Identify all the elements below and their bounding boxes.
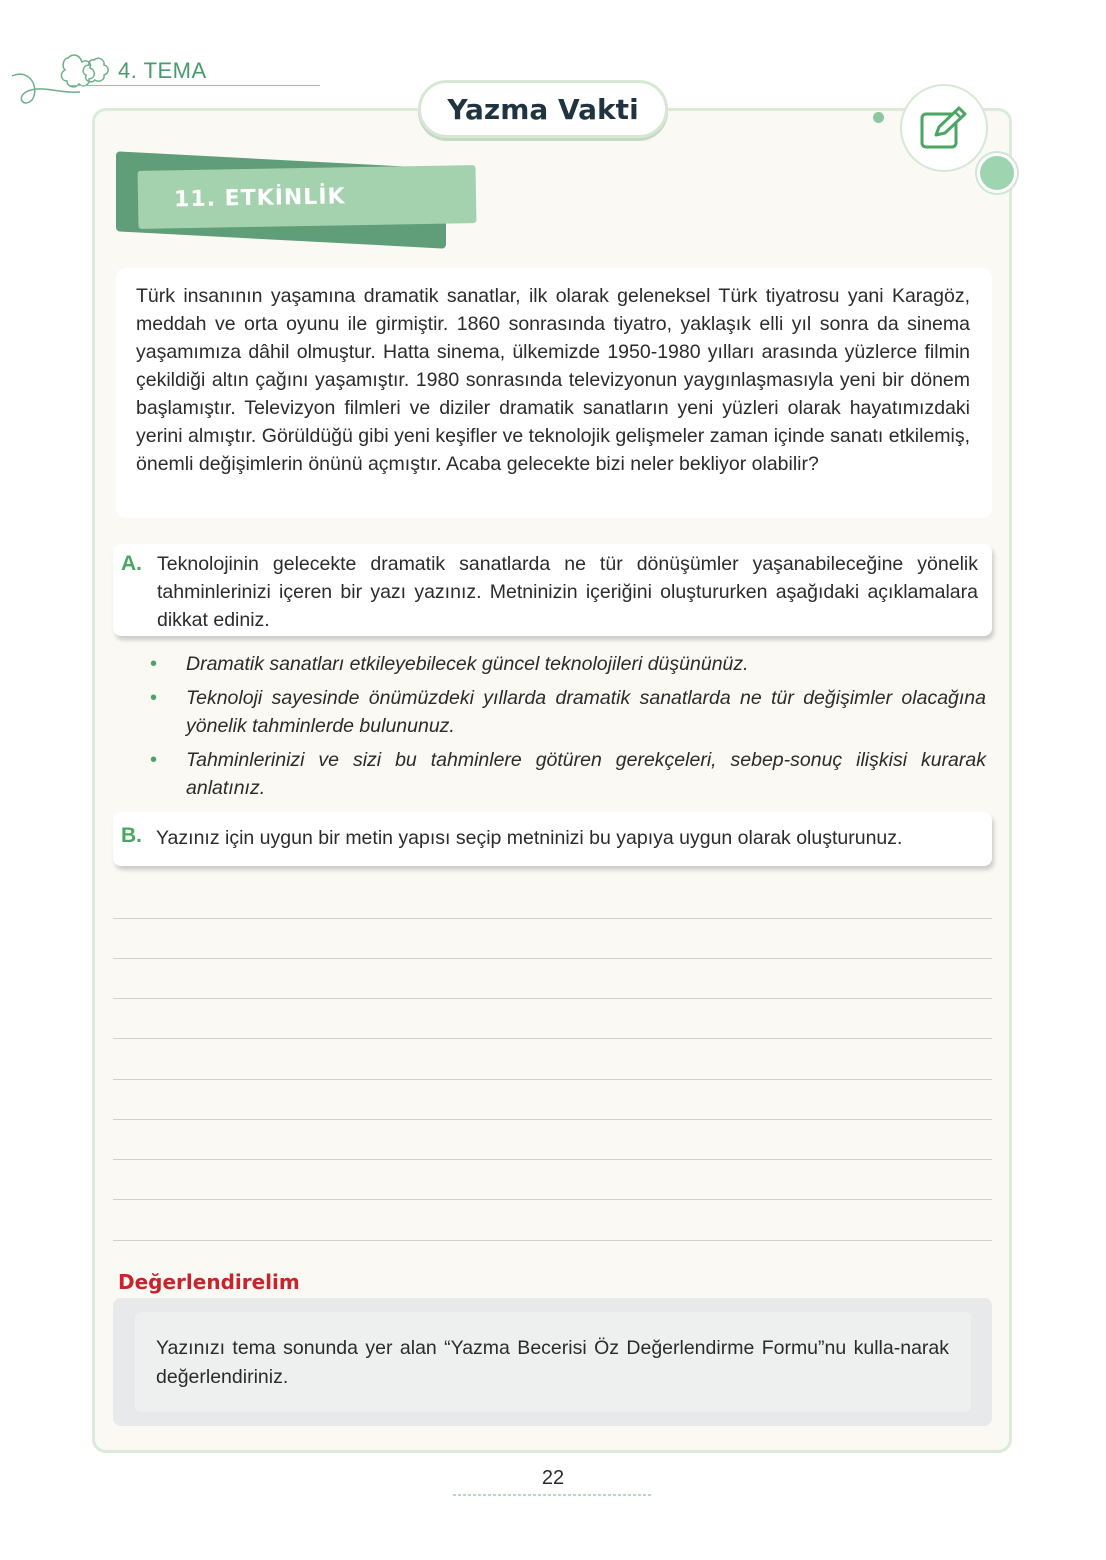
task-a-letter: A.: [121, 552, 142, 575]
writing-line: [113, 958, 992, 959]
evaluation-title: Değerlendirelim: [118, 1270, 300, 1294]
activity-banner: [138, 165, 477, 229]
intro-box: [116, 268, 992, 518]
writing-line: [113, 1159, 992, 1160]
pencil-note-badge: [900, 84, 988, 172]
bullet-icon: •: [150, 687, 158, 709]
bullet-icon: •: [150, 653, 158, 675]
list-item-text: Teknoloji sayesinde önümüzdeki yıllarda dramatik sanatlarda ne tür değişimler olacağına yönelik tahminlerde bulununuz.: [186, 687, 986, 737]
pencil-note-icon: [919, 105, 969, 151]
writing-line: [113, 1079, 992, 1080]
writing-line: [113, 998, 992, 999]
decor-circle: [977, 153, 1017, 193]
evaluation-text: Yazınızı tema sonunda yer alan “Yazma Becerisi Öz Değerlendirme Formu”nu kulla-narak değerlendiriniz.: [156, 1337, 949, 1388]
header-rule: [70, 85, 320, 86]
writing-area[interactable]: [113, 878, 992, 1242]
writing-line: [113, 1240, 992, 1241]
decor-dot: [873, 112, 884, 123]
task-a-box: [113, 544, 992, 636]
puzzle-squiggle-icon: [10, 48, 120, 108]
page-title: Yazma Vakti: [418, 80, 668, 138]
page-number-decor: [453, 1492, 653, 1498]
task-b-text: Yazınız için uygun bir metin yapısı seçip metninizi bu yapıya uygun olarak oluşturunuz.: [156, 827, 903, 849]
evaluation-inner: [135, 1312, 971, 1412]
list-item-text: Dramatik sanatları etkileyebilecek güncel teknolojileri düşününüz.: [186, 653, 749, 675]
list-item: [150, 746, 986, 802]
activity-label: 11. ETKİNLİK: [173, 183, 346, 212]
list-item-text: Tahminlerinizi ve sizi bu tahminlere götüren gerekçeleri, sebep-sonuç ilişkisi kurarak anlatınız.: [186, 749, 986, 799]
writing-line: [113, 1199, 992, 1200]
theme-label: 4. TEMA: [118, 58, 207, 83]
list-item: [150, 650, 986, 678]
writing-line: [113, 918, 992, 919]
writing-line: [113, 1119, 992, 1120]
bullet-icon: •: [150, 749, 158, 771]
guideline-list: [150, 650, 986, 808]
writing-line: [113, 1038, 992, 1039]
page-header: [0, 40, 330, 100]
intro-paragraph: Türk insanının yaşamına dramatik sanatlar, ilk olarak geleneksel Türk tiyatrosu yani Karagöz, meddah ve orta oyunu ile girmiştir. 1860 sonrasında tiyatro, yaklaşık elli yıl sonra da sinema yaşamımıza dâhil olmuştur. Hatta sinema, ülkemizde 1950-1980 yılları arasında yüzlerce filmin çekildiği altın çağını yaşamıştır. 1980 sonrasında televizyonun yaygınlaşmasıyla yeni bir dönem başlamıştır. Televizyon filmleri ve diziler dramatik sanatların yeni yüzleri olarak hayatımızdaki yerini almıştır. Görüldüğü gibi yeni keşifler ve teknolojik gelişmeler zaman içinde sanatı etkilemiş, önemli değişimlerin önünü açmıştır. Acaba gelecekte bizi neler bekliyor olabilir?: [136, 285, 970, 475]
task-b-letter: B.: [121, 824, 142, 847]
task-a-text: Teknolojinin gelecekte dramatik sanatlarda ne tür dönüşümler yaşanabileceğine yönelik tahminlerinizi içeren bir yazı yazınız. Metninizin içeriğini oluştururken aşağıdaki açıklamalara dikkat ediniz.: [157, 553, 978, 631]
task-b-box: [113, 812, 992, 866]
page-number: 22: [541, 1467, 565, 1489]
list-item: [150, 684, 986, 740]
